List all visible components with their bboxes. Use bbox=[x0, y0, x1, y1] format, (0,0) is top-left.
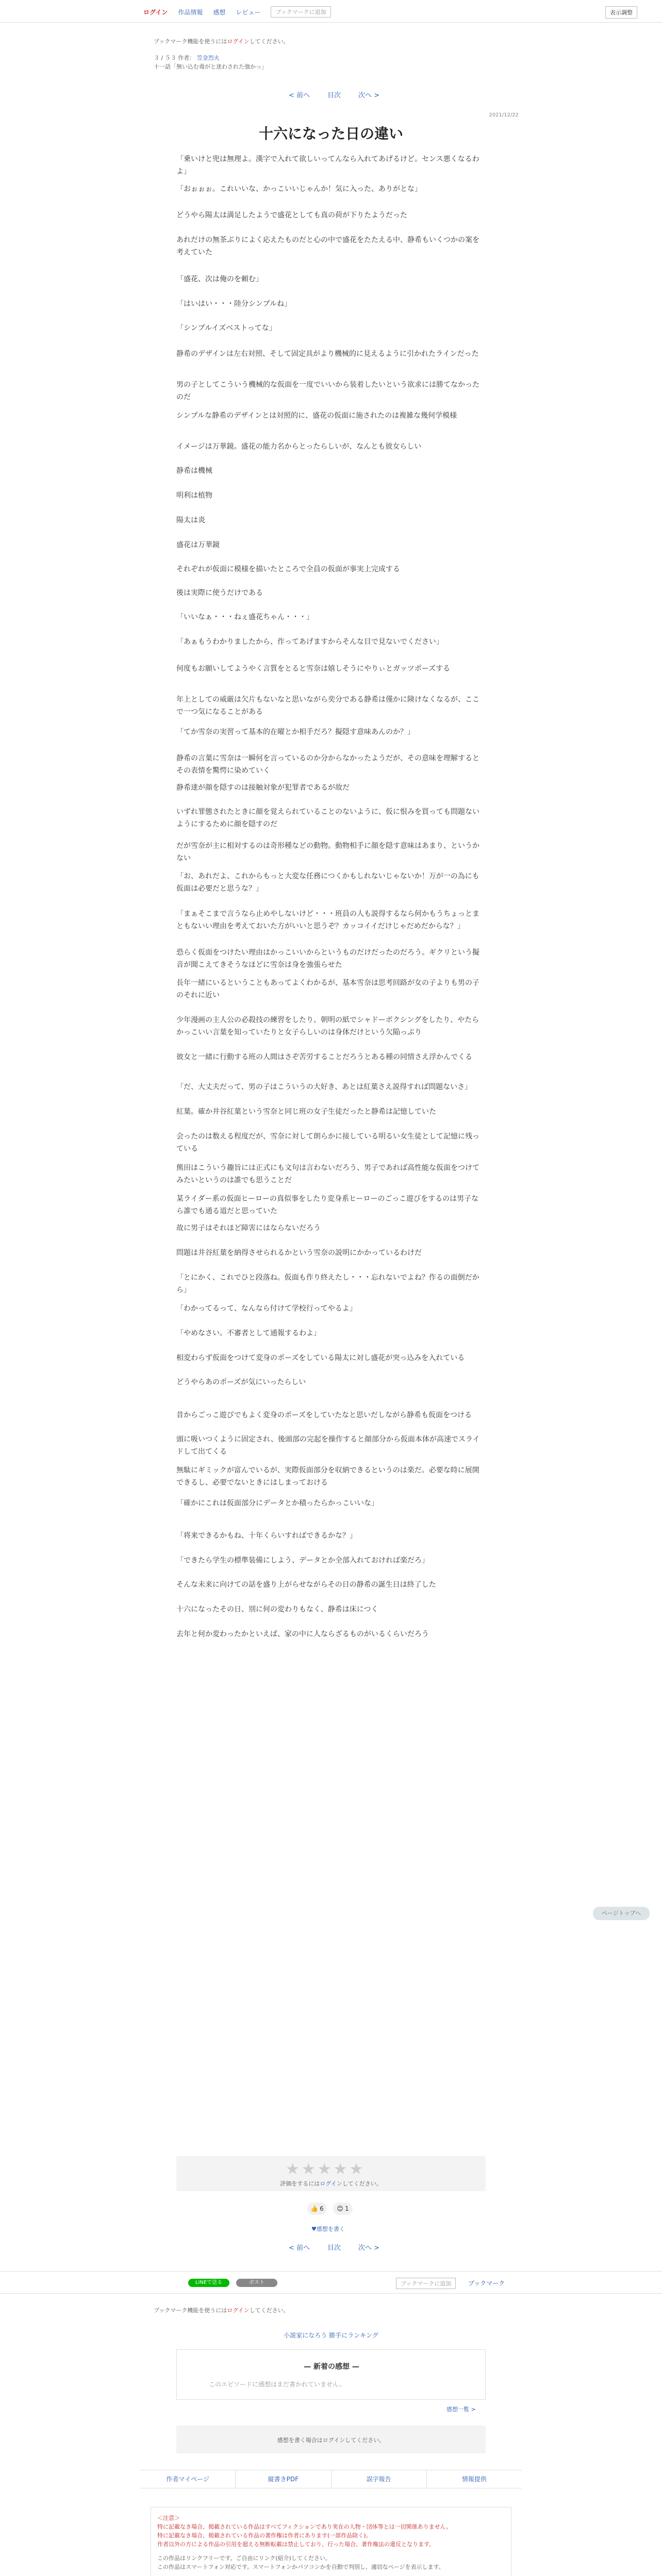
ranking-link[interactable]: 小説家になろう 勝手にランキング bbox=[284, 2332, 378, 2339]
body-line: 陽太は炎 bbox=[176, 516, 205, 524]
body-line: 「やめなさい。不審者として通報するわよ」 bbox=[176, 1329, 321, 1337]
body-line: どうやらあのポーズが気にいったらしい bbox=[176, 1378, 306, 1386]
body-line: そんな未来に向けての話を盛り上がらせながらその日の静希の誕生日は終了した bbox=[176, 1581, 436, 1589]
impressions-list-link[interactable]: 感想一覧 > bbox=[446, 2406, 476, 2413]
body-line: 「わかってるって、なんなら付けて学校行ってやるよ」 bbox=[176, 1304, 357, 1313]
impressions-link[interactable]: 感想 bbox=[213, 8, 226, 16]
body-line: 静希達が顔を隠すのは接触対象が犯罪者であるが故だ bbox=[176, 784, 350, 792]
author-page-link[interactable]: 作者マイページ bbox=[140, 2470, 236, 2488]
prev-link[interactable]: < 前へ bbox=[289, 92, 310, 99]
body-line: 「あぁもうわかりましたから、作ってあげますからそんな目で見ないでください」 bbox=[176, 638, 443, 646]
episode-number: ３ / ５３ bbox=[154, 55, 176, 61]
body-line: 去年と何か変わったかといえば、家の中に人ならざるものがいるくらいだろう bbox=[176, 1630, 429, 1638]
body-line: 盛花は万華鏡 bbox=[176, 541, 220, 549]
episode-meta: ３ / ５３ 作者： 笠金烈火 十一話「無い込む毒がと迷わされた強かっ」 bbox=[154, 55, 267, 70]
body-line: 「できたら学生の標準装備にしよう、データとか全部入れておければ楽だろ」 bbox=[176, 1556, 429, 1565]
body-line: 静希の言葉に雪奈は一瞬何を言っているのか分からなかったようだが、その意味を理解するとその表情を驚愕に染めていく bbox=[176, 754, 479, 775]
rating-box bbox=[176, 2156, 486, 2191]
body-line: 男の子としてこういう機械的な仮面を一度でいいから装着したいという欲求には勝てなかったのだ bbox=[176, 381, 479, 401]
body-line: 静希のデザインは左右対照、そして固定具がより機械的に見えるように引かれたラインだった bbox=[176, 350, 479, 358]
new-impressions-title: — 新着の感想 — bbox=[304, 2363, 359, 2371]
pager-bottom bbox=[289, 2242, 379, 2252]
body-line: 無駄にギミックが富んでいるが、実際仮面部分を収納できるというのは楽だ。必要な時に展開できるし、必要でないときにはしまっておける bbox=[176, 1466, 479, 1487]
body-line: 紅葉。確か井谷紅葉という雪奈と同じ班の女子生徒だったと静希は記憶していた bbox=[176, 1108, 436, 1116]
reaction-thumbs-up[interactable]: 👍 6 bbox=[307, 2202, 327, 2215]
reaction-smile[interactable]: 😊 1 bbox=[333, 2202, 353, 2215]
body-line: 「てか雪奈の実習って基本的在曜とか相手だろ？擬隠す意味あんのか？」 bbox=[176, 728, 415, 736]
body-line: 彼女と一緒に行動する班の人間はさぞ苦労することだろうとある種の同情さえ浮かんでくる bbox=[176, 1053, 472, 1061]
body-line: イメージは万華鏡。盛花の能力名からとったらしいが、なんとも彼女らしい bbox=[176, 443, 422, 451]
typo-report-link[interactable]: 誤字報告 bbox=[332, 2470, 427, 2488]
body-line: 相変わらず仮面をつけて変身のポーズをしている陽太に対し盛花が突っ込みを入れている bbox=[176, 1354, 465, 1362]
bm-login-link[interactable]: ログイン bbox=[227, 2307, 250, 2314]
body-line: 何度もお願いしてようやく言質をとると雪奈は嬉しそうにやりぃとガッツポーズする bbox=[176, 665, 451, 673]
chapter-name: 無い込む毒がと迷わされた強かっ bbox=[176, 63, 261, 70]
notice-box bbox=[151, 2507, 511, 2576]
display-settings-button[interactable]: 表示調整 bbox=[605, 6, 637, 19]
notice-line: 作者以外の方による作品の引用を超える無断転載は禁止しており、行った場合、著作権法の違反となります。 bbox=[157, 2541, 435, 2548]
body-line: 「まぁそこまで言うなら止めやしないけど・・・班員の人も説得するなら何かもうちょっとまともないい理由を考えておいた方がいいと思うぞ？カッコイイだけじゃだめだからな？」 bbox=[176, 910, 479, 930]
body-line: 長年一緒にいるということもあってよくわかるが、基本雪奈は思考回路が女の子よりも男の子のそれに近い bbox=[176, 979, 479, 999]
body-line: 明利は植物 bbox=[176, 492, 212, 500]
bookmark-notice-bottom: ブックマーク機能を使うにはログインしてください。 bbox=[154, 2307, 289, 2314]
rating-login-link[interactable]: ログイン bbox=[320, 2180, 342, 2187]
new-impressions-empty: このエピソードに感想はまだ書かれていません。 bbox=[209, 2381, 345, 2388]
write-impression-note: 感想を書く場合はログインしてください。 bbox=[277, 2437, 385, 2444]
works-info-link[interactable]: 作品情報 bbox=[178, 8, 203, 16]
body-line: あれだけの無茶ぶりによく応えたものだと心の中で盛花をたたえる中、静希もいくつかの案を考えていた bbox=[176, 236, 479, 257]
author-link[interactable]: 笠金烈火 bbox=[196, 55, 220, 61]
bookmark-add-button[interactable]: ブックマークに追加 bbox=[271, 6, 330, 18]
body-line: 頭に吸いつくように固定され、後頭部の完起を操作すると顔部分から仮面本体が高速でスライドして出てくる bbox=[176, 1435, 480, 1456]
bookmark-notice: ブックマーク機能を使うにはログインしてください。 bbox=[154, 38, 289, 45]
body-line: 静希は機械 bbox=[176, 467, 212, 475]
page-top-button[interactable]: ページトップへ bbox=[593, 1907, 650, 1920]
body-line: 昔からごっこ遊びでもよく変身のポーズをしていたなと思いだしながら静希も仮面をつける bbox=[176, 1411, 472, 1419]
notice-line: この作品はリンクフリーです。ご自由にリンク(紹介)してください。 bbox=[157, 2555, 331, 2562]
body-line: 「乗いけと兜は無理よ。漢字で入れて欲しいってんなら入れてあげるけど。センス悪くなるわよ」 bbox=[176, 155, 479, 176]
bottom-links bbox=[140, 2470, 522, 2488]
body-line: それぞれが仮面に模様を描いたところで全員の仮面が事実上完成する bbox=[176, 565, 400, 573]
body-line: 「お、あれだよ、これからもっと大変な任務につくかもしれないじゃないか！万が一の為にも仮面は必要だと思うな？」 bbox=[176, 872, 479, 893]
write-impression-link[interactable]: ♥感想を書く bbox=[311, 2226, 345, 2232]
body-line: 恐らく仮面をつけたい理由はかっこいいからというものだけだったのだろう。ギクリという擬音が聞こえてきそうなほどに雪奈は身を強張らせた bbox=[176, 948, 479, 969]
bookmark-add-button-bottom[interactable]: ブックマークに追加 bbox=[396, 2278, 456, 2289]
body-line: 問題は井谷紅葉を納得させられるかという雪奈の説明にかかっているわけだ bbox=[176, 1249, 422, 1257]
body-line: 会ったのは数える程度だが、雪奈に対して朗らかに接している明るい女生徒として記憶に残っている bbox=[176, 1132, 479, 1153]
body-line: 十六になったその日、別に何の変わりもなく、静希は床につく bbox=[176, 1605, 378, 1614]
review-link[interactable]: レビュー bbox=[236, 8, 261, 16]
body-line: 「とにかく、これでひと段落ね。仮面も作り終えたし・・・忘れないでよね？作るの面倒だから」 bbox=[176, 1274, 479, 1294]
notice-line: 特に記載なき場合、掲載されている作品の著作権は作者にあります(一部作品除く)。 bbox=[157, 2532, 372, 2539]
next-link[interactable]: 次へ > bbox=[358, 92, 380, 99]
body-line: 「シンプルイズベストってな」 bbox=[176, 324, 276, 332]
body-line: 「確かにこれは仮面部分にデータとか積ったらかっこいいな」 bbox=[176, 1499, 378, 1507]
body-line: だが雪奈が主に相対するのは奇形種などの動物。動物相手に顔を隠す意味はあまり、というかない bbox=[176, 842, 479, 862]
write-impression-box bbox=[176, 2426, 486, 2453]
publish-date: 2021/12/22 bbox=[489, 112, 519, 118]
bookmark-link[interactable]: ブックマーク bbox=[468, 2280, 505, 2287]
body-line: どうやら陽太は満足したようで盛花としても真の荷が下りたようだった bbox=[176, 211, 407, 219]
body-line: 「だ、大丈夫だって、男の子はこういうの大好き、あとは紅葉さえ説得すれば問題ないさ」 bbox=[176, 1083, 472, 1091]
reactions bbox=[307, 2202, 353, 2215]
notice-line bbox=[157, 2549, 505, 2554]
line-share-button[interactable]: LINEで送る bbox=[188, 2279, 229, 2287]
index-link[interactable]: 目次 bbox=[327, 92, 341, 99]
body-line: 「盛花、次は俺のを頼む」 bbox=[176, 275, 263, 283]
x-share-button[interactable]: ポスト bbox=[236, 2279, 277, 2287]
thumbs-up-icon: 👍 bbox=[310, 2205, 319, 2212]
body-line: 「いいなぁ・・・ねぇ盛花ちゃん・・・」 bbox=[176, 613, 313, 621]
body-line: 年上としての威厳は欠片もないなと思いながら奕分である静希は僅かに険けなくなるが、ここで一つ気になることがある bbox=[176, 696, 479, 716]
body-line: 某ライダー系の仮面ヒーローの真似事をしたり変身系ヒーローのごっこ遊びをするのは男子なら誰でも通る道だと思っていた bbox=[176, 1195, 479, 1215]
body-line: シンプルな静希のデザインとは対照的に、盛花の仮面に施されたのは複雑な幾何学模様 bbox=[176, 412, 457, 420]
episode-title: 十六になった日の違い bbox=[258, 125, 403, 142]
body-line: 熊田はこういう趣旨には正式にも文句は言わないだろう、男子であれば高性能な仮面をつけてみたいというのは誰でも思うことだ bbox=[176, 1164, 479, 1184]
body-line: 「はいはい・・・陸分シンプルね」 bbox=[176, 300, 292, 308]
prev-link-bottom[interactable]: < 前へ bbox=[289, 2244, 310, 2252]
body-line: 故に男子はそれほど障害にはならないだろう bbox=[176, 1224, 321, 1232]
pdf-link[interactable]: 縦書きPDF bbox=[236, 2470, 331, 2488]
next-link-bottom[interactable]: 次へ > bbox=[358, 2244, 380, 2252]
notice-line: 特に記載なき場合、掲載されている作品はすべてフィクションであり実在の人物・団体等とは一切関係ありません。 bbox=[157, 2523, 452, 2530]
new-impressions-box bbox=[176, 2349, 486, 2400]
index-link-bottom[interactable]: 目次 bbox=[327, 2244, 341, 2252]
login-link[interactable]: ログイン bbox=[143, 8, 168, 16]
body-line: 「将来できるかもね、十年くらいすればできるかな？」 bbox=[176, 1532, 357, 1540]
body-line: 「おぉぉぉ。これいいな、かっこいいじゃんか！気に入った、ありがとな」 bbox=[176, 185, 422, 193]
rating-note: 評価をするにはログインしてください。 bbox=[280, 2180, 382, 2187]
info-link[interactable]: 情報提供 bbox=[461, 2476, 487, 2483]
notice-line: この作品はスマートフォン対応です。スマートフォンかパソコンかを自動で判別し、適切なページを表示します。 bbox=[157, 2564, 444, 2570]
share-bar bbox=[0, 2271, 662, 2294]
body-line: 後は実際に使うだけである bbox=[176, 589, 263, 597]
notice-line: ＜注意＞ bbox=[157, 2515, 180, 2521]
body-line: いずれ罪態されたときに顔を覚えられていることのないように、仮に恨みを買っても問題ないようにするために顔を隠すのだ bbox=[176, 808, 479, 828]
notice-login-link[interactable]: ログイン bbox=[227, 38, 250, 45]
rating-stars[interactable]: ★★★★★ bbox=[286, 2160, 366, 2178]
smile-icon: 😊 bbox=[337, 2205, 343, 2212]
body-line: 少年漫画の主人公の必殺技の練習をしたり、朝明の紙でシャドーボクシングをしたり、やたらかっこいい言葉を知っていたりと女子らしいのは身体だけという欠陥っぷり bbox=[176, 1016, 479, 1037]
